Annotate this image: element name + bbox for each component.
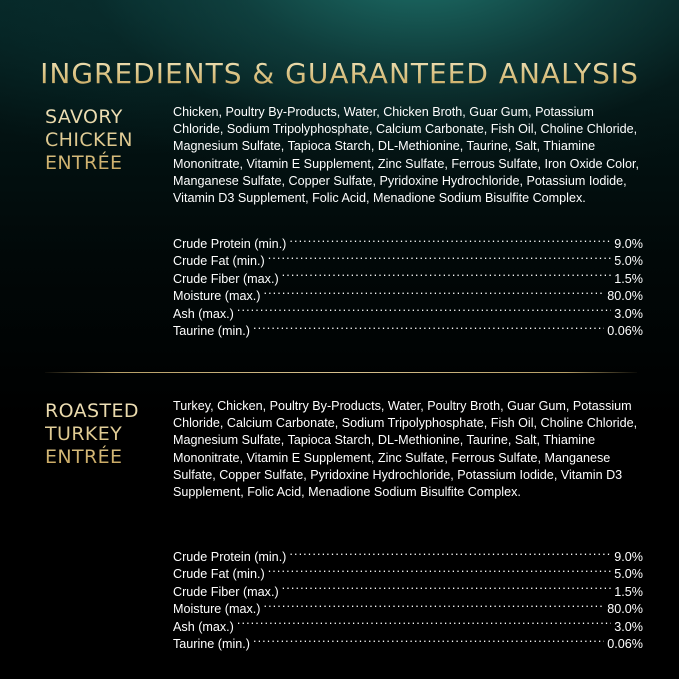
analysis-row bbox=[173, 236, 643, 253]
leader-dots bbox=[289, 236, 611, 248]
leader-dots bbox=[253, 636, 604, 648]
analysis-label: Crude Fat (min.) bbox=[173, 567, 265, 582]
analysis-row bbox=[173, 549, 643, 566]
page-title: INGREDIENTS & GUARANTEED ANALYSIS bbox=[0, 57, 679, 90]
analysis-label: Crude Protein (min.) bbox=[173, 237, 287, 251]
leader-dots bbox=[289, 549, 611, 561]
leader-dots bbox=[268, 566, 612, 578]
leader-dots bbox=[282, 584, 612, 596]
analysis-label: Crude Protein (min.) bbox=[173, 550, 287, 564]
analysis-row bbox=[173, 636, 643, 653]
analysis-row bbox=[173, 584, 643, 601]
section-divider bbox=[45, 372, 637, 373]
analysis-value: 0.06% bbox=[607, 324, 643, 339]
ingredients-text: Turkey, Chicken, Poultry By-Products, Water, Poultry Broth, Guar Gum, Potassium Chloride, Calcium Carbonate, Sodium Tripolyphosphate, Fish Oil, Choline Chloride, Magnesium Sulfate, Tapioca Starch, DL-Methionine, Taurine, Salt, Thiamine Mononitrate, Vitamin E Supplement, Zinc Sulfate, Ferrous Sulfate, Manganese Sulfate, Copper Sulfate, Pyridoxine Hydrochloride, Potassium Iodide, Vitamin D3 Supplement, Folic Acid, Menadione Sodium Bisulfite Complex. bbox=[173, 399, 638, 500]
analysis-row bbox=[173, 619, 643, 636]
analysis-label: Crude Fat (min.) bbox=[173, 254, 265, 269]
analysis-label: Crude Fiber (max.) bbox=[173, 584, 279, 599]
analysis-label: Crude Fiber (max.) bbox=[173, 271, 279, 286]
leader-dots bbox=[263, 288, 604, 300]
leader-dots bbox=[263, 601, 604, 613]
analysis-value: 0.06% bbox=[607, 637, 643, 652]
leader-dots bbox=[268, 253, 612, 265]
analysis-row bbox=[173, 566, 643, 583]
analysis-value: 3.0% bbox=[614, 619, 643, 634]
section-title: SAVORY CHICKEN ENTRÉE bbox=[45, 106, 165, 175]
leader-dots bbox=[237, 619, 611, 631]
analysis-label: Moisture (max.) bbox=[173, 602, 261, 617]
section-title: ROASTED TURKEY ENTRÉE bbox=[45, 400, 165, 469]
analysis-row bbox=[173, 253, 643, 270]
analysis-value: 80.0% bbox=[607, 602, 643, 617]
ingredients-text: Chicken, Poultry By-Products, Water, Chicken Broth, Guar Gum, Potassium Chloride, Sodium Tripolyphosphate, Calcium Carbonate, Fish Oil, Choline Chloride, Magnesium Sulfate, Tapioca Starch, DL-Methionine, Taurine, Salt, Thiamine Mononitrate, Vitamin E Supplement, Zinc Sulfate, Ferrous Sulfate, Iron Oxide Color, Manganese Sulfate, Copper Sulfate, Pyridoxine Hydrochloride, Potassium Iodide, Vitamin D3 Supplement, Folic Acid, Menadione Sodium Bisulfite Complex. bbox=[173, 105, 639, 206]
analysis-value: 5.0% bbox=[614, 567, 643, 582]
analysis-label: Taurine (min.) bbox=[173, 637, 250, 652]
analysis-value: 1.5% bbox=[614, 584, 643, 599]
guaranteed-analysis-list bbox=[173, 549, 643, 653]
leader-dots bbox=[237, 306, 611, 318]
analysis-value: 3.0% bbox=[614, 306, 643, 321]
analysis-label: Moisture (max.) bbox=[173, 289, 261, 304]
analysis-value: 9.0% bbox=[614, 550, 643, 564]
analysis-row bbox=[173, 271, 643, 288]
analysis-label: Taurine (min.) bbox=[173, 324, 250, 339]
analysis-label: Ash (max.) bbox=[173, 306, 234, 321]
analysis-row bbox=[173, 601, 643, 618]
guaranteed-analysis-list bbox=[173, 236, 643, 340]
leader-dots bbox=[253, 323, 604, 335]
analysis-value: 9.0% bbox=[614, 237, 643, 251]
analysis-row bbox=[173, 288, 643, 305]
analysis-value: 5.0% bbox=[614, 254, 643, 269]
analysis-value: 80.0% bbox=[607, 289, 643, 304]
analysis-label: Ash (max.) bbox=[173, 619, 234, 634]
leader-dots bbox=[282, 271, 612, 283]
analysis-value: 1.5% bbox=[614, 271, 643, 286]
analysis-row bbox=[173, 323, 643, 340]
analysis-row bbox=[173, 306, 643, 323]
